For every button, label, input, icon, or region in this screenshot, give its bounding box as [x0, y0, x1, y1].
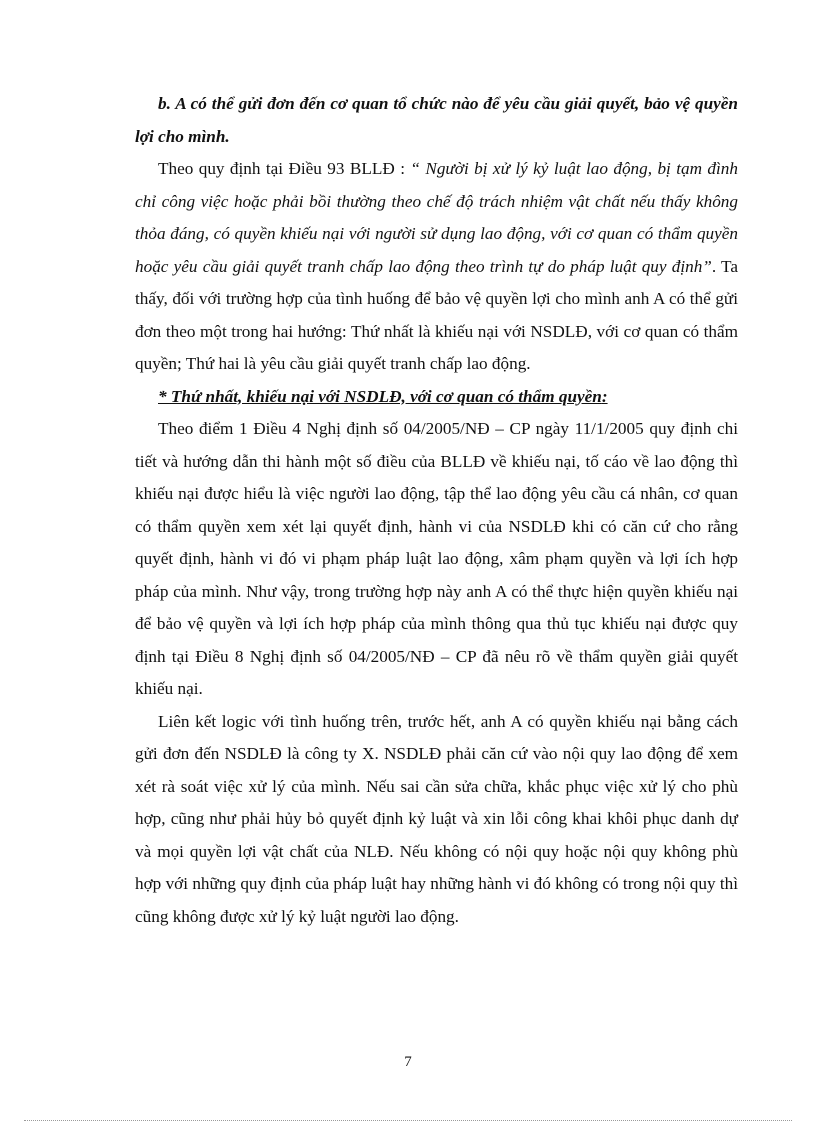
subsection-1-paragraph-2: Liên kết logic với tình huống trên, trước hết, anh A có quyền khiếu nại bằng cách gửi đơn đến NSDLĐ là công ty X. NSDLĐ phải căn cứ vào nội quy lao động để xem xét rà soát việc xử lý của mình. Nếu sai cần sửa chữa, khắc phục việc xử lý cho phù hợp, cũng như phải hủy bỏ quyết định kỷ luật và xin lỗi công khai khôi phục danh dự và mọi quyền lợi vật chất của NLĐ. Nếu không có nội quy hoặc nội quy không phù hợp với những quy định của pháp luật hay những hành vi đó không có trong nội quy thì cũng không được xử lý kỷ luật người lao động. [135, 711, 738, 926]
section-b-heading: b. A có thể gửi đơn đến cơ quan tổ chức nào để yêu cầu giải quyết, bảo vệ quyền lợi cho mình. [135, 94, 738, 146]
subsection-1-heading-colon: : [601, 386, 608, 406]
subsection-1-heading: * Thứ nhất, khiếu nại với NSDLĐ, với cơ quan có thẩm quyền [158, 386, 602, 406]
page-number: 7 [404, 1054, 412, 1070]
section-b-paragraph [135, 153, 738, 381]
body-text [135, 88, 738, 933]
subsection-1-paragraph-1: Theo điểm 1 Điều 4 Nghị định số 04/2005/NĐ – CP ngày 11/1/2005 quy định chi tiết và hướng dẫn thi hành một số điều của BLLĐ về khiếu nại, tố cáo về lao động thì khiếu nại được hiểu là việc người lao động, tập thể lao động yêu cầu cá nhân, cơ quan có thẩm quyền xem xét lại quyết định, hành vi của NSDLĐ khi có căn cứ cho rằng quyết định, hành vi đó vi phạm pháp luật lao động, xâm phạm quyền và lợi ích hợp pháp của mình. Như vậy, trong trường hợp này anh A có thể thực hiện quyền khiếu nại để bảo vệ quyền và lợi ích hợp pháp của mình thông qua thủ tục khiếu nại được quy định tại Điều 8 Nghị định số 04/2005/NĐ – CP đã nêu rõ về thẩm quyền giải quyết khiếu nại. [135, 419, 738, 698]
paragraph-intro: Theo quy định tại Điều 93 BLLĐ : [158, 159, 411, 178]
subsection-1-heading-line [135, 381, 738, 414]
paragraph-continuation: . Ta thấy, đối với trường hợp của tình huống để bảo vệ quyền lợi cho mình anh A có thể gửi đơn theo một trong hai hướng: Thứ nhất là khiếu nại với NSDLĐ, với cơ quan có thẩm quyền; Thứ hai là yêu cầu giải quyết tranh chấp lao động. [135, 256, 738, 373]
article-93-quote: “ Người bị xử lý kỷ luật lao động, bị tạm đình chỉ công việc hoặc phải bồi thường theo chế độ trách nhiệm vật chất nếu thấy không thỏa đáng, có quyền khiếu nại với người sử dụng lao động, với cơ quan có thẩm quyền hoặc yêu cầu giải quyết tranh chấp lao động theo trình tự do pháp luật quy định” [135, 159, 738, 276]
footer-dotted-rule [24, 1120, 792, 1121]
